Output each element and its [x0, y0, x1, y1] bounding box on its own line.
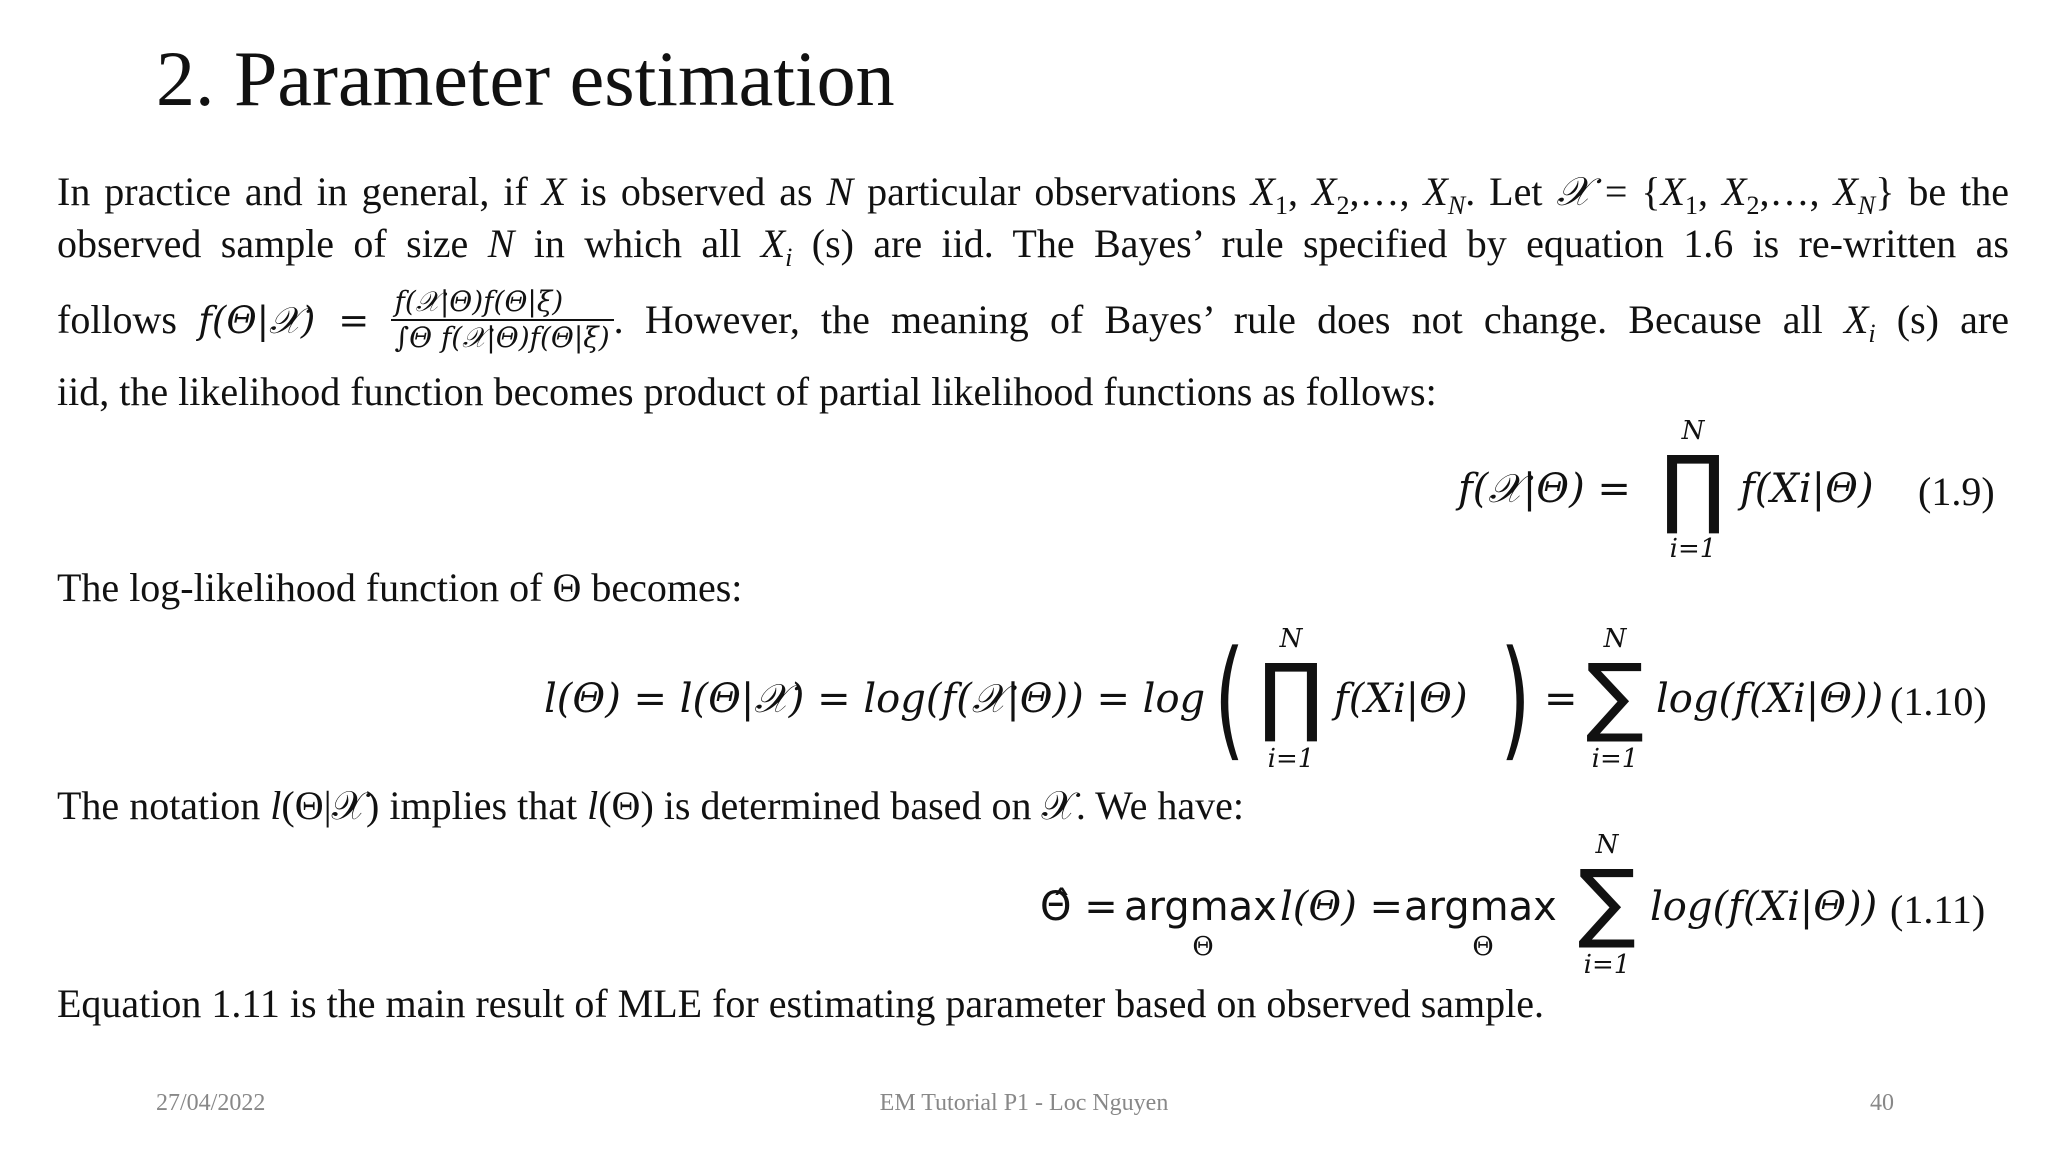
eq-lhs: l(Θ) = l(Θ|𝒳) = log(f(𝒳|Θ)) = log: [544, 676, 1206, 722]
text: } be the observed sample of size: [57, 169, 2009, 266]
subscript: N: [1447, 191, 1466, 220]
sum-operator: [1572, 830, 1642, 990]
bayes-fraction: [391, 285, 614, 355]
argmax-label: argmax: [1404, 884, 1557, 930]
var-Xi: X: [760, 221, 786, 266]
paragraph-observations: [57, 166, 2009, 270]
text: . Let: [1465, 169, 1557, 214]
equals-sign: =: [1544, 676, 1578, 722]
subscript: i: [1868, 319, 1876, 348]
var-XN: X: [1833, 169, 1858, 214]
equation-number: (1.11): [1890, 887, 1986, 932]
eq-rhs: log(f(Xi|Θ)): [1656, 676, 1884, 722]
text: In practice and in general, if: [57, 169, 542, 214]
text: (s) are iid. The Bayes’ rule specified by equation 1.6 is re-written as: [792, 221, 2009, 266]
text: . However, the meaning of Bayes’ rule does not change. Because all: [613, 297, 1844, 342]
subscript: 2: [1336, 191, 1350, 220]
var-X1: X: [1250, 169, 1276, 214]
var-N: N: [826, 169, 854, 214]
argmax-subscript: Θ: [1192, 932, 1214, 962]
subscript: 1: [1275, 191, 1289, 220]
equation-1-9: [1458, 416, 2018, 566]
text: is observed as: [566, 169, 827, 214]
upper-limit: N: [1603, 624, 1627, 654]
text: follows: [57, 297, 199, 342]
subscript: i: [785, 243, 793, 272]
var-X2: X: [1722, 169, 1747, 214]
lower-limit: i=1: [1591, 744, 1639, 774]
var-N: N: [487, 221, 515, 266]
var-l: l: [270, 783, 282, 828]
product-symbol: ∏: [1258, 646, 1324, 746]
text: ,: [1698, 169, 1723, 214]
fraction-numerator: f(𝒳|Θ)f(Θ|ξ): [391, 285, 614, 321]
text: The notation: [57, 783, 271, 828]
sum-operator: [1580, 618, 1650, 784]
eq-rhs: log(f(Xi|Θ)): [1650, 884, 1878, 930]
lower-limit: i=1: [1267, 744, 1315, 774]
equation-number: (1.10): [1890, 679, 1987, 724]
footer-title: EM Tutorial P1 - Loc Nguyen: [879, 1090, 1169, 1116]
argmax-operator: [1404, 884, 1562, 962]
right-paren: ): [1500, 622, 1531, 774]
paragraph-loglikelihood: The log-likelihood function of Θ becomes:: [57, 565, 743, 610]
equation-1-11: [1040, 830, 2014, 990]
inner-term: f(Xi|Θ): [1334, 676, 1468, 722]
bayes-lhs: f(Θ|𝒳) =: [198, 299, 370, 342]
paragraph-bayes-rule: [57, 282, 2009, 359]
subscript: N: [1857, 191, 1876, 220]
var-l: l: [587, 783, 599, 828]
eq-middle: l(Θ) =: [1280, 884, 1404, 930]
theta-hat: Θ̂ =: [1040, 884, 1118, 930]
argmax-label: argmax: [1124, 884, 1277, 930]
upper-limit: N: [1279, 624, 1303, 654]
paragraph-notation: [57, 780, 2009, 832]
sum-symbol: ∑: [1586, 646, 1644, 746]
sum-symbol: ∑: [1578, 852, 1636, 952]
product-operator: [1658, 416, 1728, 566]
paragraph-conclusion: Equation 1.11 is the main result of MLE for estimating parameter based on observed sample.: [57, 981, 1545, 1026]
eq-rhs: f(Xi|Θ): [1740, 466, 1874, 512]
paragraph-likelihood: iid, the likelihood function becomes product of partial likelihood functions as follows:: [57, 369, 1437, 414]
slide-title: 2. Parameter estimation: [156, 35, 895, 122]
text: (Θ|𝒳) implies that: [281, 783, 588, 828]
equation-number: (1.9): [1918, 469, 1995, 514]
lower-limit: i=1: [1583, 950, 1631, 980]
subscript: 1: [1685, 191, 1699, 220]
text: (s) are: [1875, 297, 2009, 342]
text: ,…,: [1349, 169, 1424, 214]
eq-lhs: f(𝒳|Θ) =: [1458, 466, 1631, 512]
subscript: 2: [1746, 191, 1760, 220]
text: (Θ) is determined based on 𝒳. We have:: [598, 783, 1245, 828]
footer-page-number: 40: [1870, 1090, 1894, 1116]
var-X1: X: [1660, 169, 1686, 214]
upper-limit: N: [1595, 830, 1619, 860]
var-X2: X: [1312, 169, 1337, 214]
upper-limit: N: [1681, 416, 1705, 446]
var-calX: 𝒳: [1556, 169, 1591, 215]
lower-limit: i=1: [1669, 534, 1717, 564]
argmax-subscript: Θ: [1472, 932, 1494, 962]
left-paren: (: [1214, 622, 1245, 774]
argmax-operator: [1124, 884, 1282, 962]
text: ,: [1288, 169, 1312, 214]
product-symbol: ∏: [1660, 438, 1726, 538]
var-XN: X: [1423, 169, 1448, 214]
var-Xi: X: [1843, 297, 1869, 342]
var-X: X: [541, 169, 567, 214]
text: ,…,: [1759, 169, 1834, 214]
equation-1-10: [544, 618, 2014, 784]
text: in which all: [514, 221, 761, 266]
text: = {: [1590, 169, 1661, 214]
product-operator: [1256, 618, 1326, 784]
footer-date: 27/04/2022: [156, 1090, 266, 1116]
fraction-denominator: ∫Θ f(𝒳|Θ)f(Θ|ξ): [394, 320, 610, 354]
text: particular observations: [853, 169, 1251, 214]
